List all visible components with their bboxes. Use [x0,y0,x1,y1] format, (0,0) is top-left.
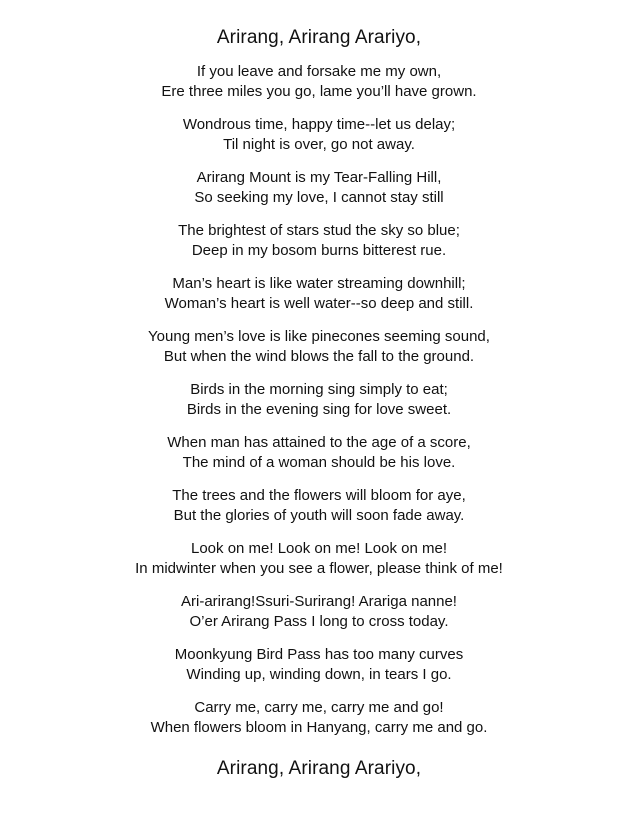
stanza-7 [0,380,638,420]
stanza-13 [0,698,638,738]
stanza-line: Ere three miles you go, lame you’ll have grown. [161,83,477,100]
stanza-line: Birds in the morning sing simply to eat; [190,381,448,398]
stanza-5 [0,274,638,314]
stanza-2 [0,115,638,155]
stanza-line: The mind of a woman should be his love. [182,454,456,471]
stanza-9 [0,486,638,526]
stanza-line: Deep in my bosom burns bitterest rue. [191,242,447,259]
stanza-line: When man has attained to the age of a score, [167,434,471,451]
stanza-line: Man’s heart is like water streaming downhill; [172,275,466,292]
stanza-11 [0,592,638,632]
stanza-line: The brightest of stars stud the sky so blue; [178,222,460,239]
stanza-line: Birds in the evening sing for love sweet. [186,401,452,418]
stanza-line: In midwinter when you see a flower, please think of me! [135,560,503,577]
stanza-line: Moonkyung Bird Pass has too many curves [174,646,464,663]
stanza-line: Til night is over, go not away. [223,136,415,153]
stanza-line: Woman’s heart is well water--so deep and still. [164,295,474,312]
poem-title-bottom: Arirang, Arirang Arariyo, [216,758,422,779]
stanza-3 [0,168,638,208]
stanza-line: So seeking my love, I cannot stay still [194,189,444,206]
stanza-line: Carry me, carry me, carry me and go! [194,699,444,716]
stanza-line: Arirang Mount is my Tear-Falling Hill, [196,169,442,186]
stanza-line: Look on me! Look on me! Look on me! [191,540,447,557]
stanza-line: The trees and the flowers will bloom for aye, [172,487,466,504]
stanza-line: Winding up, winding down, in tears I go. [186,666,452,683]
stanza-1 [0,62,638,102]
stanza-12 [0,645,638,685]
stanza-10 [0,539,638,579]
stanza-4 [0,221,638,261]
stanza-line: Ari-arirang!Ssuri-Surirang! Arariga nanne! [181,593,457,610]
stanza-line: Wondrous time, happy time--let us delay; [182,116,456,133]
stanza-6 [0,327,638,367]
poem-title-top: Arirang, Arirang Arariyo, [216,27,422,48]
stanza-8 [0,433,638,473]
stanza-line: When flowers bloom in Hanyang, carry me and go. [150,719,488,736]
stanza-line: But the glories of youth will soon fade away. [173,507,465,524]
stanza-line: If you leave and forsake me my own, [196,63,442,80]
stanza-line: Young men’s love is like pinecones seeming sound, [148,328,490,345]
stanza-line: But when the wind blows the fall to the ground. [163,348,475,365]
stanza-line: O’er Arirang Pass I long to cross today. [189,613,449,630]
